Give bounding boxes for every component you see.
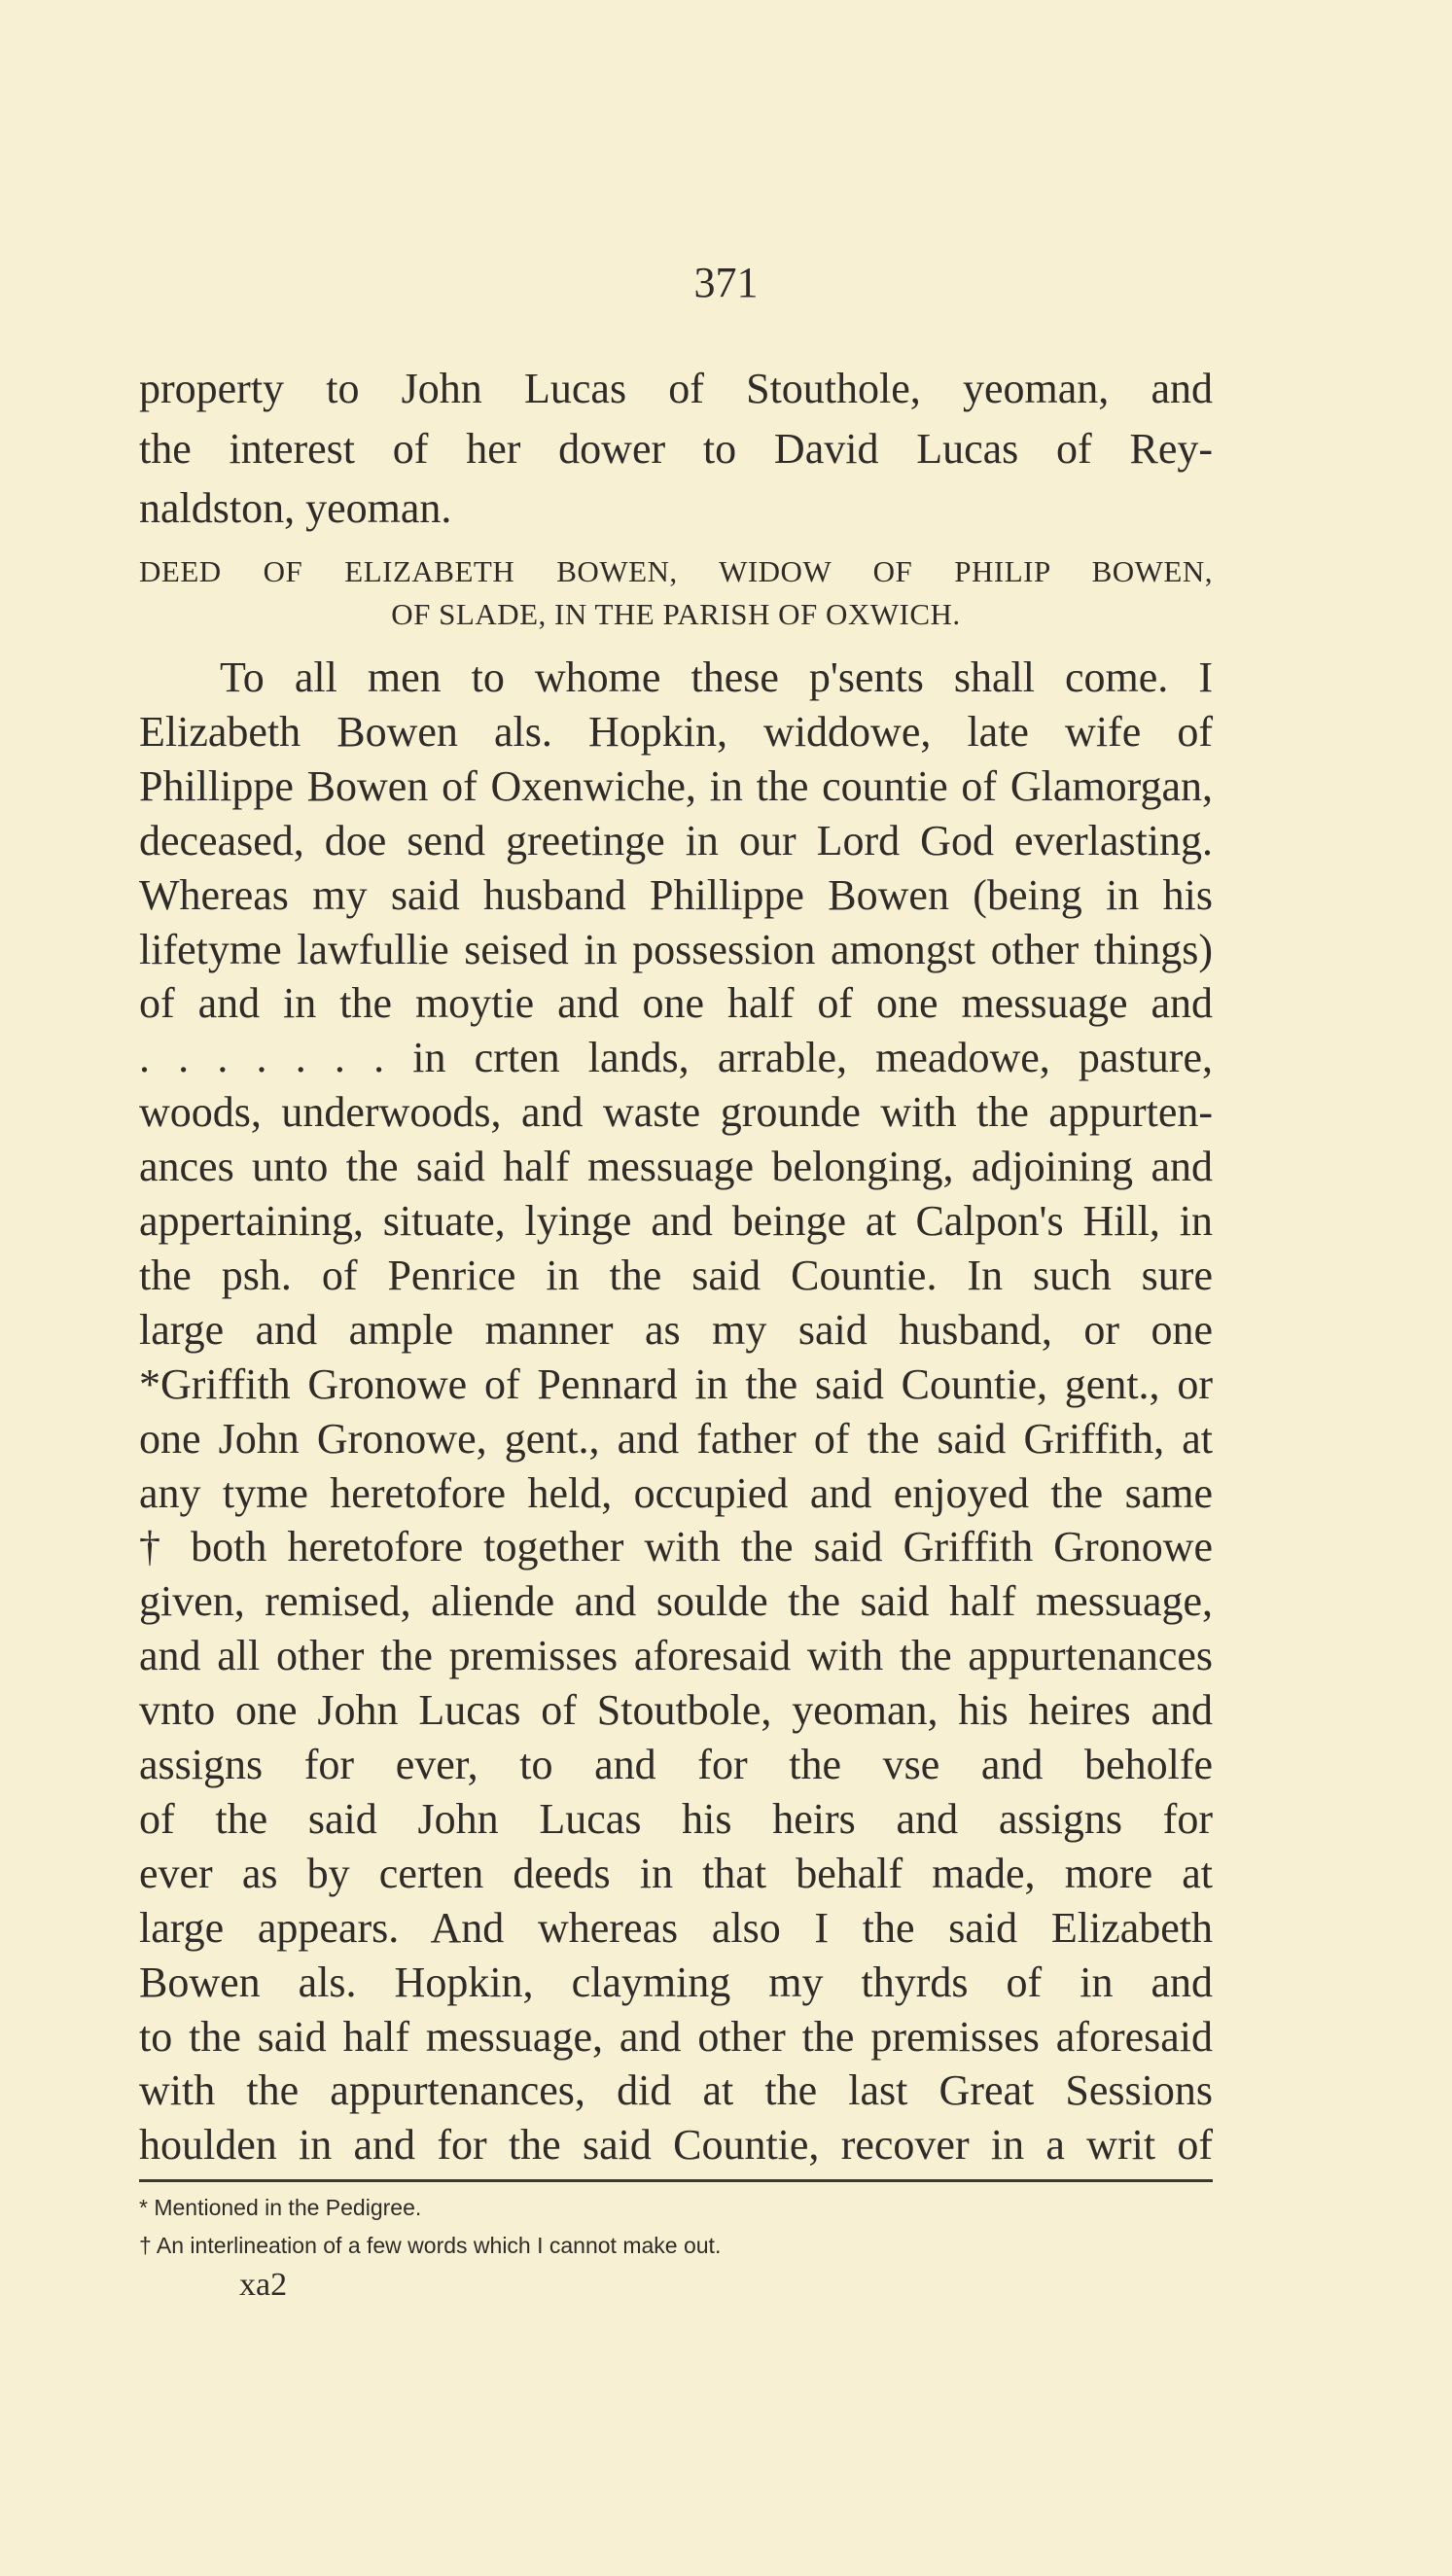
text-line: woods, underwoods, and waste grounde with the appurten- [139,1088,1213,1137]
text-line: houlden in and for the said Countie, recover in a writ of [139,2121,1213,2170]
text-line: property to John Lucas of Stouthole, yeoman, and [139,365,1213,412]
footnote-rule [139,2179,1213,2182]
text-line: Phillippe Bowen of Oxenwiche, in the countie of Glamorgan, [139,761,1213,810]
signature-mark: xa2 [239,2267,288,2303]
text-line: † both heretofore together with the said Griffith Gronowe [139,1523,1213,1571]
text-line: deceased, doe send greetinge in our Lord God everlasting. [139,816,1213,865]
text-line: *Griffith Gronowe of Pennard in the said Countie, gent., or [139,1359,1213,1408]
text-line: large appears. And whereas also I the said Elizabeth [139,1903,1213,1952]
text-line: one John Gronowe, gent., and father of the said Griffith, at [139,1414,1213,1463]
text-line: given, remised, aliende and soulde the said half messuage, [139,1577,1213,1626]
text-line: vnto one John Lucas of Stoutbole, yeoman, his heires and [139,1686,1213,1735]
text-line: lifetyme lawfullie seised in possession amongst other things) [139,925,1213,973]
text-line: to the said half messuage, and other the premisses aforesaid [139,2012,1213,2061]
text-line: and all other the premisses aforesaid with the appurtenances [139,1632,1213,1680]
deed-heading-line-2: OF SLADE, IN THE PARISH OF OXWICH. [391,597,961,631]
text-line: ances unto the said half messuage belonging, adjoining and [139,1143,1213,1191]
text-line: appertaining, situate, lyinge and beinge at Calpon's Hill, in [139,1197,1213,1245]
deed-heading-line-1: DEED OF ELIZABETH BOWEN, WIDOW OF PHILIP BOWEN, [139,554,1213,588]
text-line: Bowen als. Hopkin, clayming my thyrds of in and [139,1958,1213,2006]
text-line: naldston, yeoman. [139,484,452,532]
text-line: large and ample manner as my said husband, or one [139,1305,1213,1354]
text-line: any tyme heretofore held, occupied and enjoyed the same [139,1468,1213,1517]
text-line: ever as by certen deeds in that behalf made, more at [139,1849,1213,1897]
text-line: the interest of her dower to David Lucas of Rey- [139,424,1213,473]
text-line: assigns for ever, to and for the vse and beholfe [139,1741,1213,1788]
footnote-asterisk: * Mentioned in the Pedigree. [139,2195,422,2220]
text-line: Elizabeth Bowen als. Hopkin, widdowe, late wife of [139,707,1213,756]
footnote-dagger: † An interlineation of a few words which I cannot make out. [139,2233,722,2258]
text-line: Whereas my said husband Phillippe Bowen (being in his [139,870,1213,919]
text-line: with the appurtenances, did at the last Great Sessions [139,2066,1213,2115]
page-number: 371 [693,259,759,306]
text-line: the psh. of Penrice in the said Countie. In such sure [139,1251,1213,1299]
text-line: . . . . . . . in crten lands, arrable, meadowe, pasture, [139,1034,1213,1082]
text-line: of the said John Lucas his heirs and assigns for [139,1794,1213,1843]
text-line: of and in the moytie and one half of one messuage and [139,979,1213,1028]
text-line: To all men to whome these p'sents shall come. I [220,653,1213,701]
